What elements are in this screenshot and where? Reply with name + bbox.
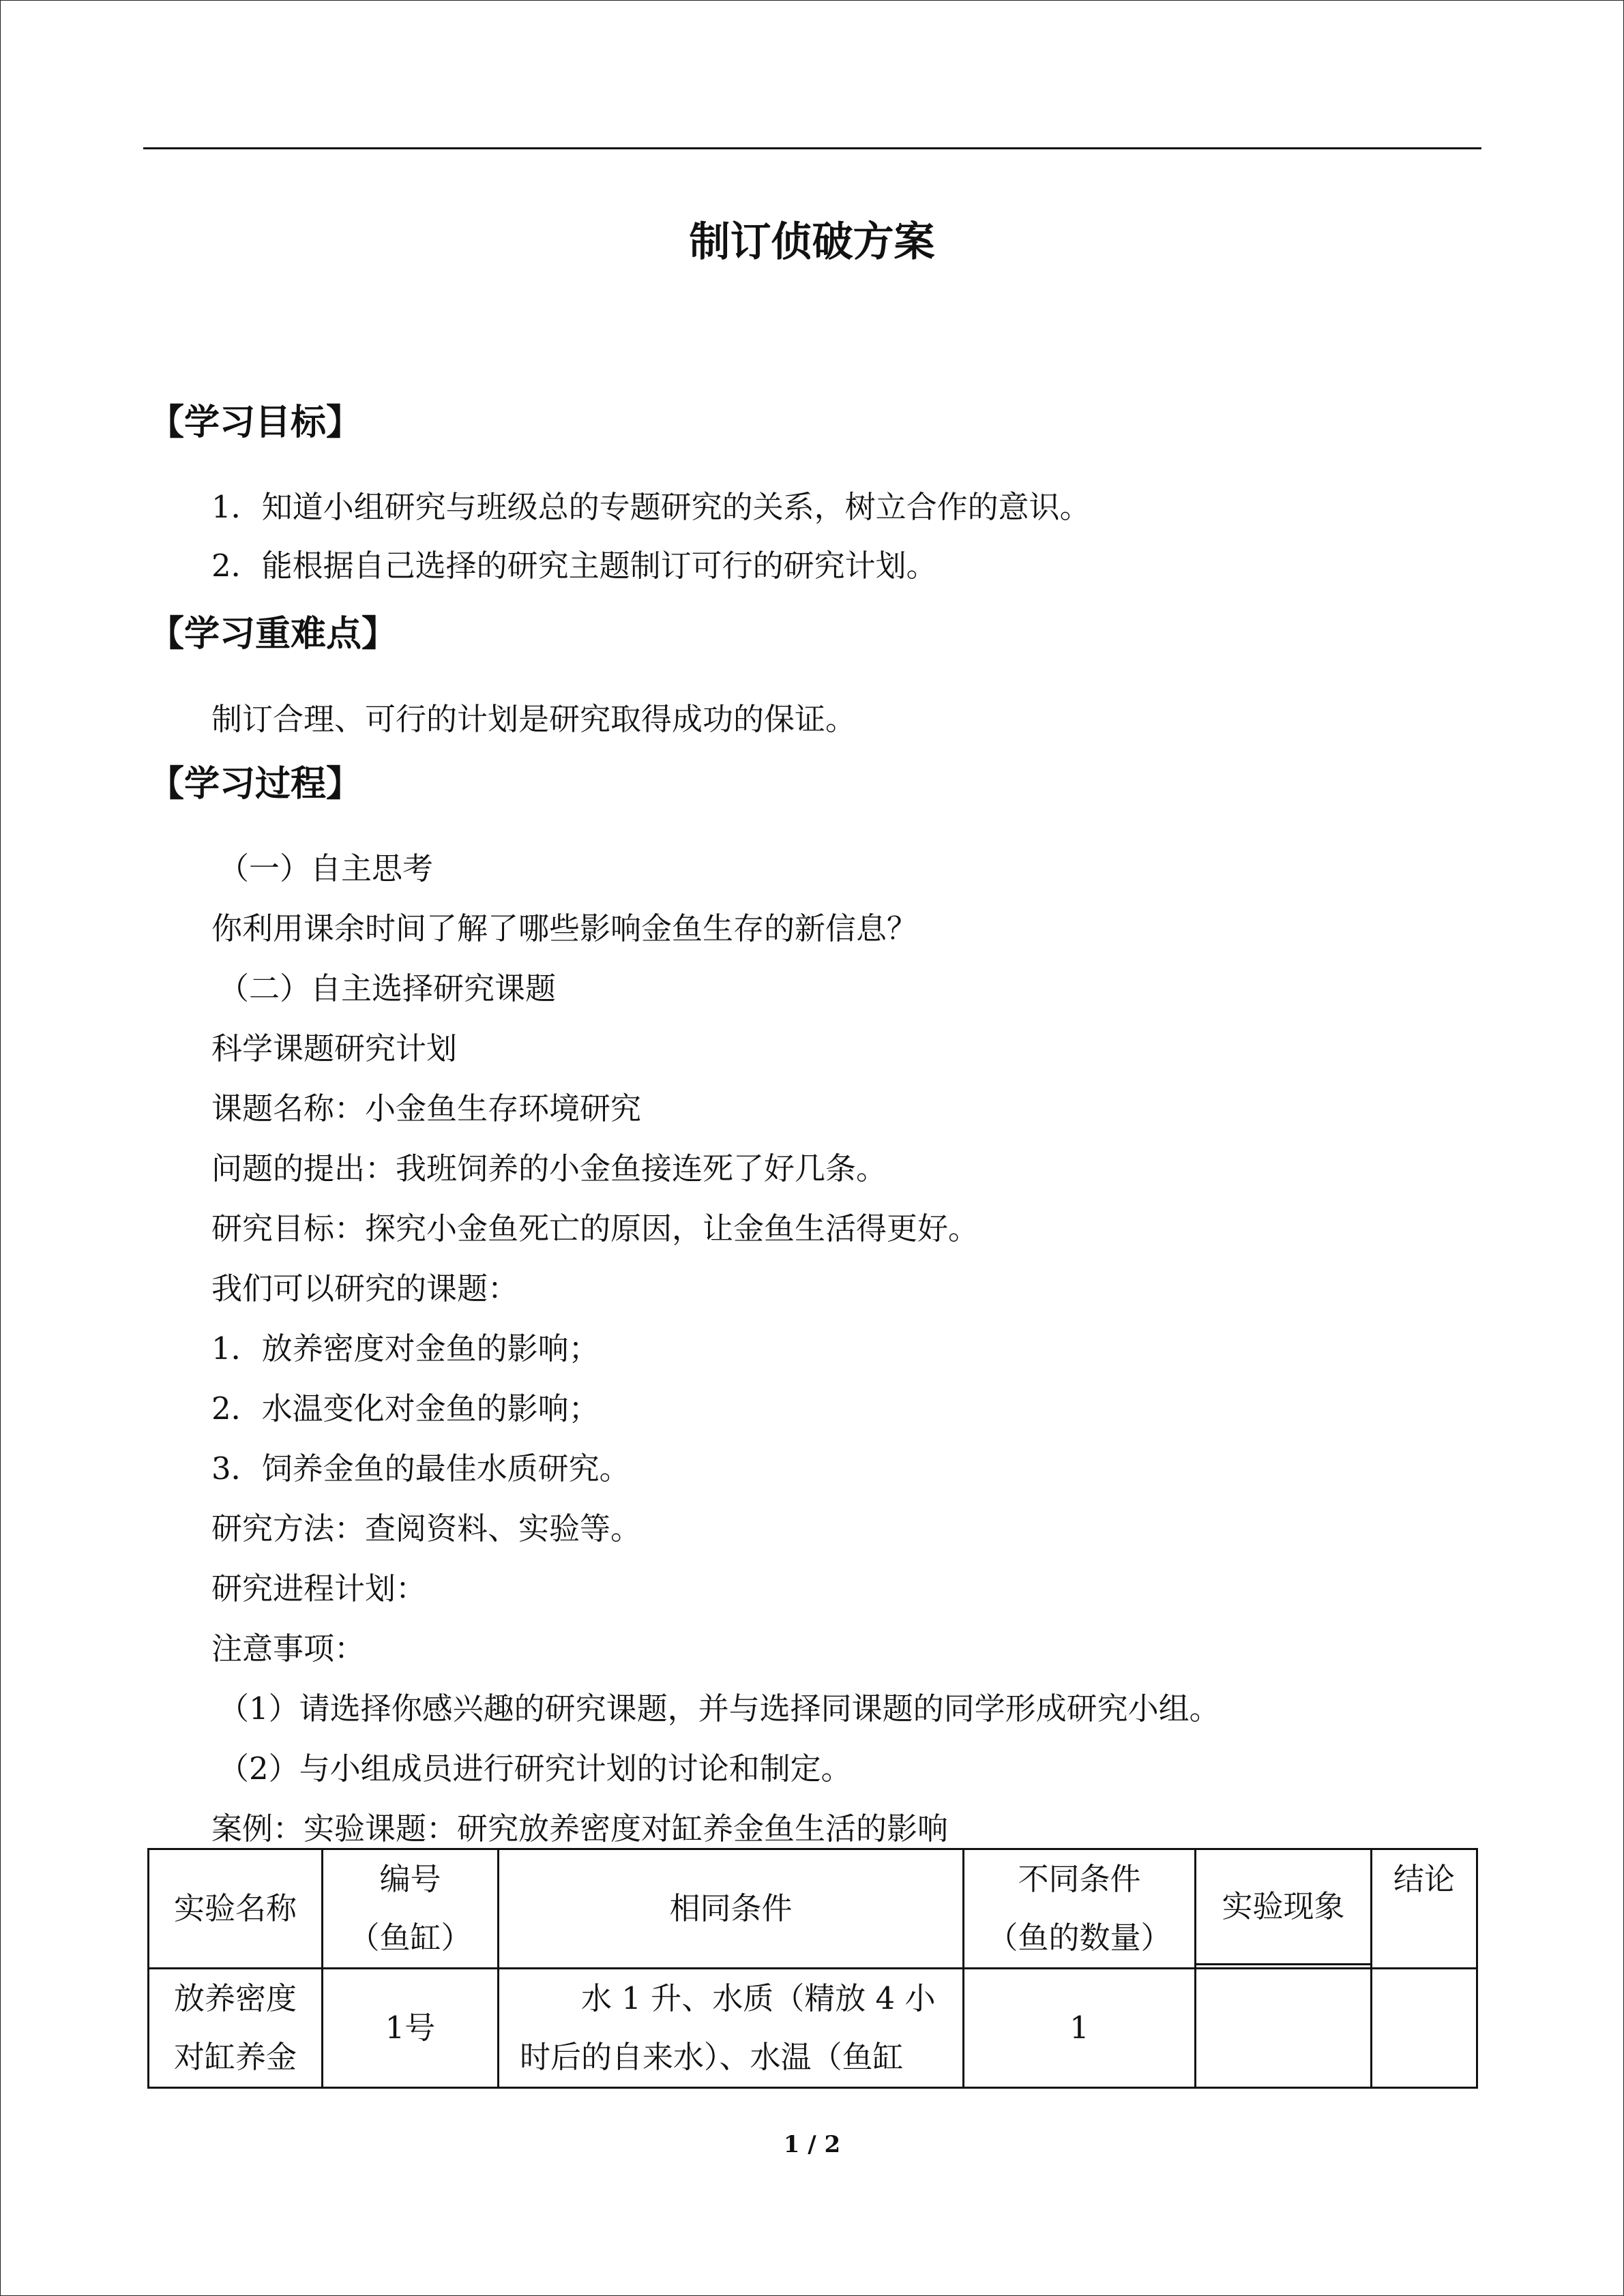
section-goals-heading: 【学习目标】	[149, 402, 362, 443]
row1-name-line1: 放养密度	[173, 1980, 297, 2016]
research-schedule: 研究进程计划：	[211, 1570, 427, 1607]
header-rule	[143, 147, 1481, 149]
header-number-line1: 编号	[379, 1861, 441, 1897]
row1-conclusion	[1372, 1969, 1477, 2088]
header-phenomenon: 实验现象	[1196, 1849, 1372, 1965]
row1-different-conditions: 1	[964, 1969, 1196, 2088]
row1-same-conditions	[499, 1969, 964, 2088]
step1-heading: （一）自主思考	[218, 850, 434, 886]
keypoints-text: 制订合理、可行的计划是研究取得成功的保证。	[211, 701, 857, 737]
header-number-line2: （鱼缸）	[349, 1920, 472, 1956]
header-number	[323, 1849, 499, 1969]
section-keypoints-heading: 【学习重难点】	[149, 613, 398, 655]
step2-heading: （二）自主选择研究课题	[218, 970, 557, 1007]
plan-title: 科学课题研究计划	[211, 1030, 458, 1067]
experiment-table	[147, 1848, 1478, 2089]
topic-item: 3．饲养金鱼的最佳水质研究。	[211, 1450, 630, 1487]
header-same-conditions: 相同条件	[499, 1849, 964, 1969]
research-goal: 研究目标：探究小金鱼死亡的原因，让金鱼生活得更好。	[211, 1210, 979, 1247]
row1-number: 1号	[323, 1969, 499, 2088]
topics-intro: 我们可以研究的课题：	[211, 1270, 519, 1307]
goal-item: 2．能根据自己选择的研究主题制订可行的研究计划。	[211, 548, 937, 584]
header-conclusion: 结论	[1372, 1849, 1477, 1969]
row1-same-line2: 时后的自来水）、水温（鱼缸	[520, 2039, 904, 2075]
row1-name-line2: 对缸养金	[173, 2039, 297, 2075]
row1-phenomenon	[1196, 1969, 1372, 2088]
topic-item: 1．放养密度对金鱼的影响；	[211, 1330, 600, 1367]
goal-item: 1．知道小组研究与班级总的专题研究的关系，树立合作的意识。	[211, 489, 1091, 525]
problem-statement: 问题的提出：我班饲养的小金鱼接连死了好几条。	[211, 1150, 887, 1187]
research-method: 研究方法：查阅资料、实验等。	[211, 1510, 642, 1547]
header-diff-line1: 不同条件	[1018, 1861, 1141, 1897]
section-process-heading: 【学习过程】	[149, 763, 362, 805]
page-number: 1 / 2	[783, 2131, 841, 2158]
row1-same-line1: 水 1 升、水质（精放 4 小	[581, 1980, 936, 2016]
topic-item: 2．水温变化对金鱼的影响；	[211, 1390, 600, 1427]
step1-question: 你利用课余时间了解了哪些影响金鱼生存的新信息？	[211, 910, 918, 946]
header-diff-line2: （鱼的数量）	[987, 1920, 1172, 1956]
note-item: （2）与小组成员进行研究计划的讨论和制定。	[218, 1750, 852, 1787]
notes-title: 注意事项：	[211, 1630, 366, 1667]
case-statement: 案例：实验课题：研究放养密度对缸养金鱼生活的影响	[211, 1810, 949, 1847]
header-different-conditions	[964, 1849, 1196, 1969]
page-title: 制订侦破方案	[689, 218, 935, 266]
topic-name: 课题名称：小金鱼生存环境研究	[211, 1090, 642, 1127]
header-experiment-name: 实验名称	[149, 1849, 323, 1969]
row1-experiment-name	[149, 1969, 323, 2088]
note-item: （1）请选择你感兴趣的研究课题，并与选择同课题的同学形成研究小组。	[218, 1690, 1220, 1727]
